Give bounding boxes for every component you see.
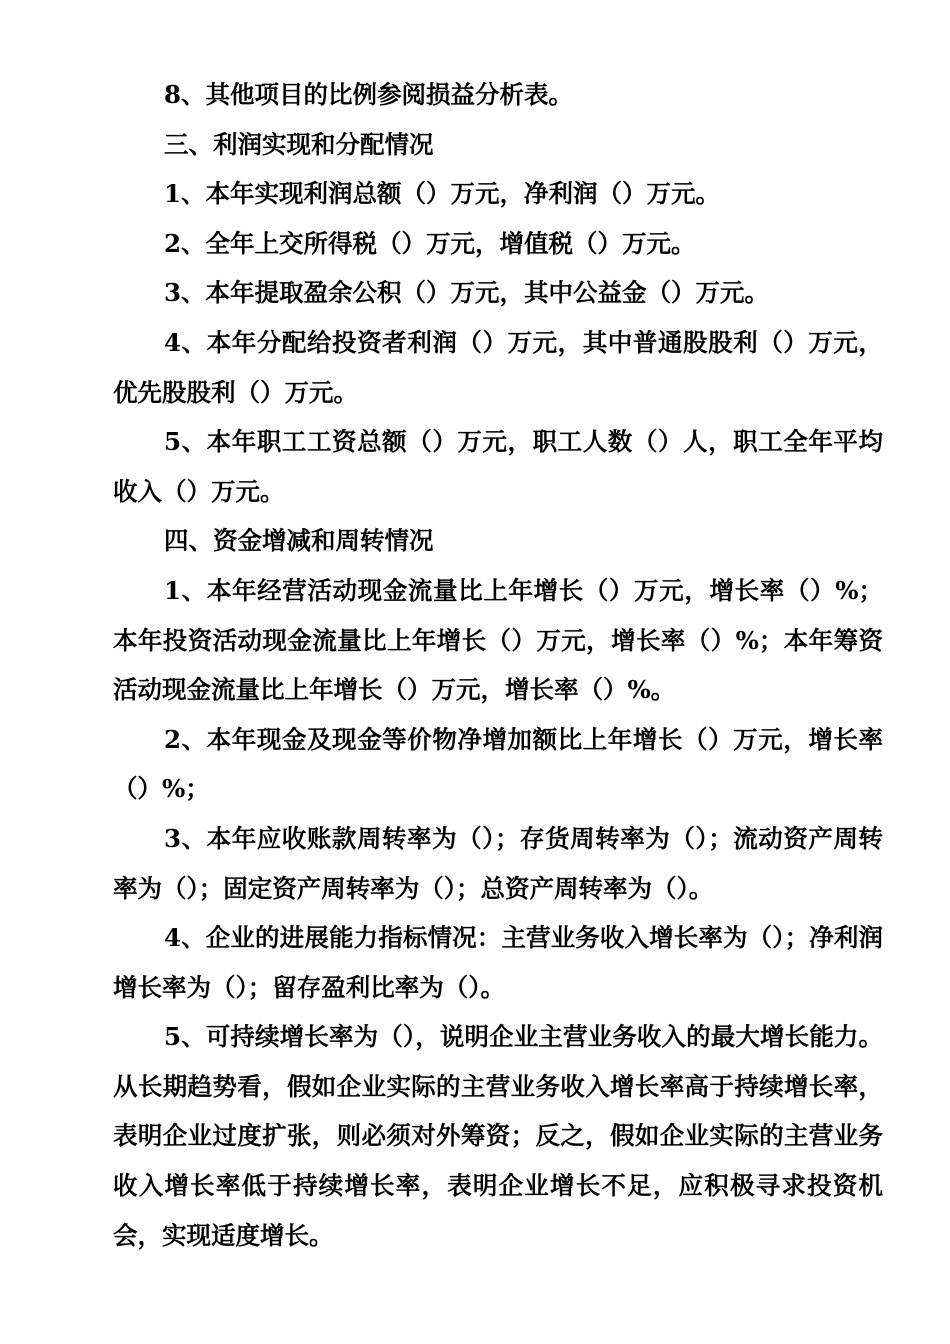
paragraph-other-items-ratio: 8、其他项目的比例参阅损益分析表。 — [164, 80, 574, 109]
paragraph-development-ability: 4、企业的进展能力指标情况：主营业务收入增长率为（）；净利润增长率为（）；留存盈利比率为（）。 — [113, 923, 883, 1002]
paragraph-staff-wages: 5、本年职工工资总额（）万元，职工人数（）人，职工全年平均收入（）万元。 — [113, 427, 883, 506]
paragraph-turnover-rates: 3、本年应收账款周转率为（）；存货周转率为（）；流动资产周转率为（）；固定资产周转率为（）；总资产周转率为（）。 — [113, 823, 883, 903]
section-heading-fund-turnover: 四、资金增减和周转情况 — [164, 526, 434, 556]
paragraph-sustainable-growth: 5、可持续增长率为（），说明企业主营业务收入的最大增长能力。从长期趋势看，假如企业实际的主营业务收入增长率高于持续增长率，表明企业过度扩张，则必须对外筹资；反之，假如企业实际的主营业务收入增长率低于持续增长率，表明企业增长不足，应积极寻求投资机会，实现适度增长。 — [113, 1022, 883, 1250]
paragraph-investor-profit: 4、本年分配给投资者利润（）万元，其中普通股股利（）万元，优先股股利（）万元。 — [113, 327, 883, 407]
paragraph-total-profit: 1、本年实现利润总额（）万元，净利润（）万元。 — [164, 179, 721, 209]
paragraph-income-tax: 2、全年上交所得税（）万元，增值税（）万元。 — [164, 228, 696, 258]
paragraph-cash-flow-growth: 1、本年经营活动现金流量比上年增长（）万元，增长率（）%；本年投资活动现金流量比上年增长（）万元，增长率（）%；本年筹资活动现金流量比上年增长（）万元，增长率（）%。 — [113, 575, 883, 705]
document-page — [113, 70, 883, 1260]
paragraph-surplus-reserve: 3、本年提取盈余公积（）万元，其中公益金（）万元。 — [164, 278, 770, 308]
paragraph-cash-equivalents: 2、本年现金及现金等价物净增加额比上年增长（）万元，增长率（）%； — [113, 724, 883, 804]
section-heading-profit-distribution: 三、利润实现和分配情况 — [164, 129, 434, 159]
